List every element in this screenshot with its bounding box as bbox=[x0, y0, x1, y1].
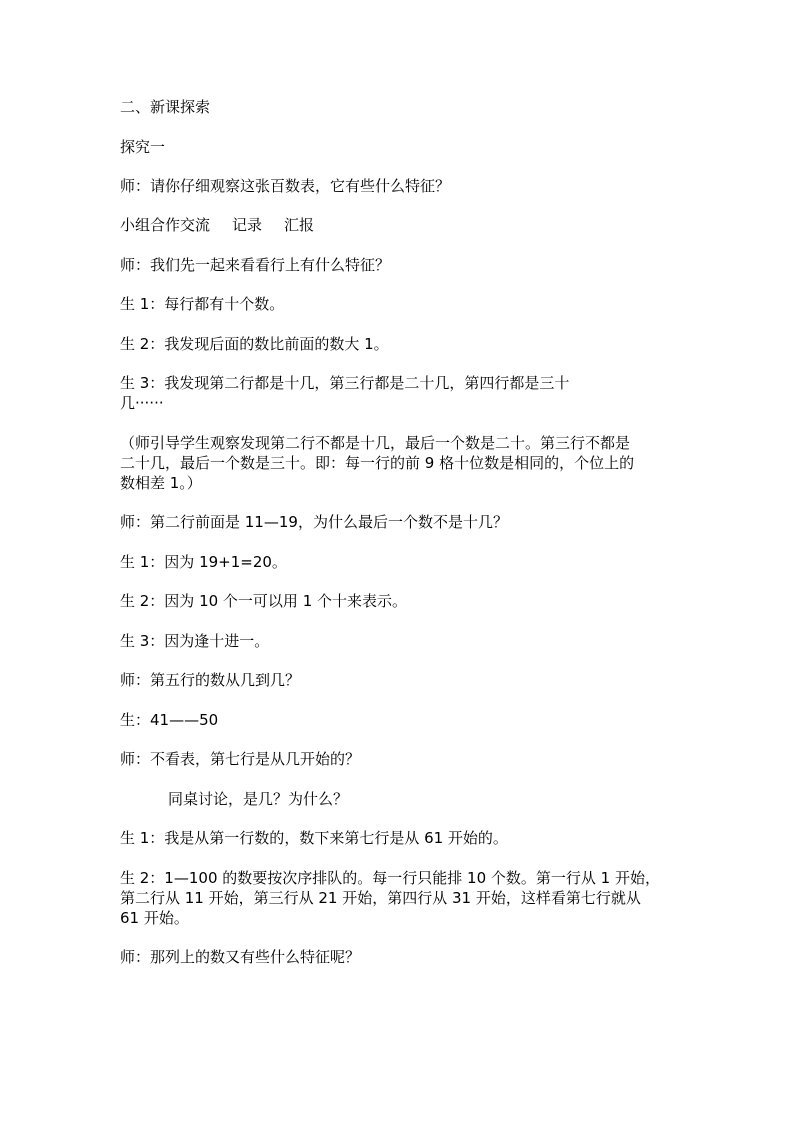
paragraph-teacher-guide-line-1: （师引导学生观察发现第二行不都是十几，最后一个数是二十。第三行不都是 bbox=[120, 434, 631, 452]
paragraph-student-count: 生 1：我是从第一行数的，数下来第七行是从 61 开始的。 bbox=[120, 829, 508, 847]
paragraph-student-3-line-1: 生 3：我发现第二行都是十几，第三行都是二十几，第四行都是三十 bbox=[120, 374, 570, 392]
paragraph-student-answer-3: 生 3：因为逢十进一。 bbox=[120, 632, 270, 650]
paragraph-activity bbox=[120, 215, 670, 235]
paragraph-student-1: 生 1：每行都有十个数。 bbox=[120, 295, 285, 313]
paragraph-student-order-line-3: 61 开始。 bbox=[120, 909, 189, 927]
activity-part-3: 汇报 bbox=[284, 216, 315, 234]
paragraph-student-order-line-1: 生 2：1—100 的数要按次序排队的。每一行只能排 10 个数。第一行从 1 开始， bbox=[120, 869, 660, 887]
paragraph-student-range: 生：41——50 bbox=[120, 711, 219, 729]
paragraph-teacher-second-row: 师：第二行前面是 11—19，为什么最后一个数不是十几？ bbox=[120, 513, 508, 531]
paragraph-discussion: 同桌讨论，是几？为什么？ bbox=[168, 790, 349, 808]
paragraph-teacher-rows: 师：我们先一起来看看行上有什么特征？ bbox=[120, 256, 391, 274]
paragraph-teacher-question: 师：请你仔细观察这张百数表，它有些什么特征？ bbox=[120, 177, 451, 195]
paragraph-teacher-columns: 师：那列上的数又有些什么特征呢？ bbox=[120, 948, 361, 966]
activity-part-1: 小组合作交流 bbox=[120, 216, 211, 234]
paragraph-teacher-fifth-row: 师：第五行的数从几到几？ bbox=[120, 671, 301, 689]
paragraph-student-answer-1: 生 1：因为 19+1=20。 bbox=[120, 553, 287, 571]
activity-part-2: 记录 bbox=[232, 216, 263, 234]
paragraph-teacher-seventh-row: 师：不看表，第七行是从几开始的？ bbox=[120, 750, 361, 768]
section-heading: 二、新课探索 bbox=[120, 98, 211, 116]
paragraph-teacher-guide-line-3: 数相差 1。） bbox=[120, 474, 202, 492]
subheading: 探究一 bbox=[120, 138, 166, 156]
paragraph-student-3-line-2: 几······ bbox=[120, 394, 164, 412]
paragraph-student-2: 生 2：我发现后面的数比前面的数大 1。 bbox=[120, 335, 389, 353]
paragraph-teacher-guide-line-2: 二十几，最后一个数是三十。即：每一行的前 9 格十位数是相同的，个位上的 bbox=[120, 454, 635, 472]
paragraph-student-order-line-2: 第二行从 11 开始，第三行从 21 开始，第四行从 31 开始，这样看第七行就从 bbox=[120, 889, 641, 907]
paragraph-student-answer-2: 生 2：因为 10 个一可以用 1 个十来表示。 bbox=[120, 592, 408, 610]
